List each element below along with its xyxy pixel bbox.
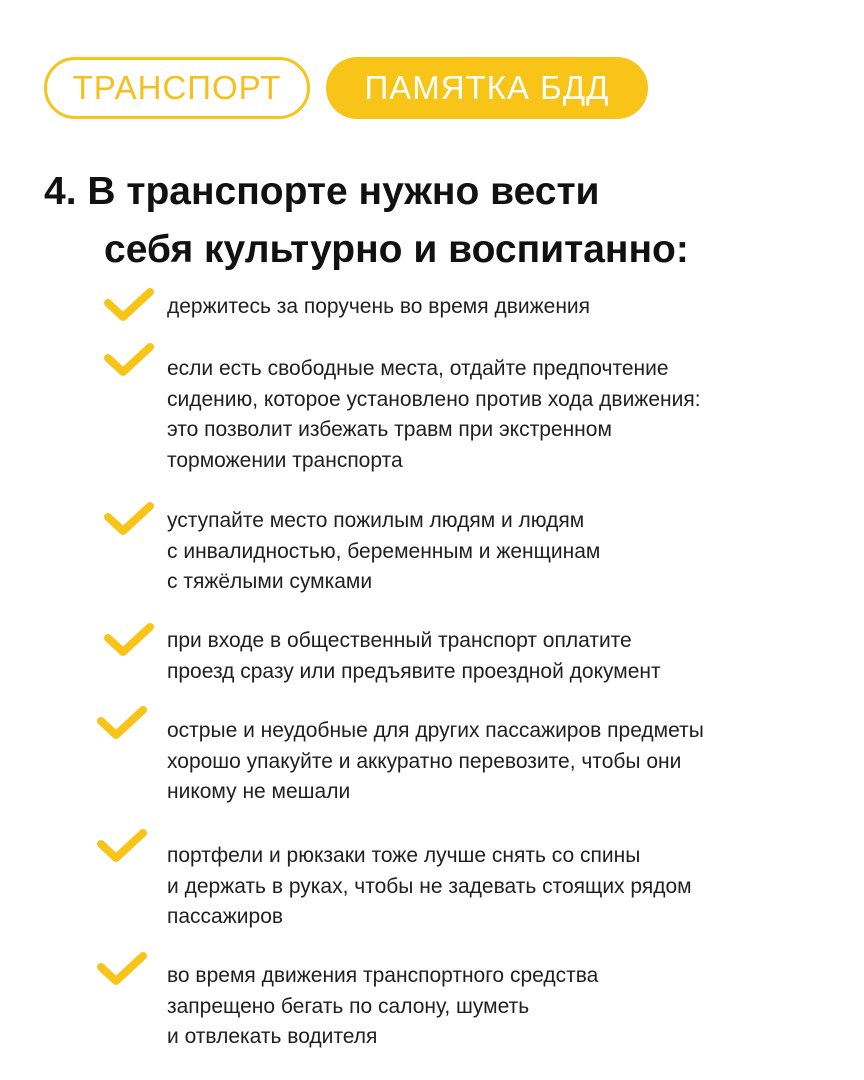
item-line: сидению, которое установлено против хода движения: [167, 387, 701, 411]
item-line: во время движения транспортного средства [167, 964, 599, 987]
page-title-line-2: себя культурно и воспитанно: [104, 228, 689, 271]
item-line: портфели и рюкзаки тоже лучше снять со спины [167, 844, 641, 867]
check-icon [96, 826, 148, 866]
item-line: пассажиров [167, 905, 284, 928]
item-line: торможении транспорта [167, 448, 403, 472]
category-tag: ТРАНСПОРТ [44, 57, 310, 119]
item-line: при входе в общественный транспорт оплатите [167, 629, 632, 652]
check-icon [96, 703, 148, 743]
check-icon [96, 949, 148, 989]
item-line: если есть свободные места, отдайте предпочтение [167, 357, 669, 380]
item-line: запрещено бегать по салону, шуметь [167, 994, 530, 1018]
check-icon [103, 340, 155, 380]
item-line: проезд сразу или предъявите проездной документ [167, 659, 661, 683]
check-icon [103, 620, 155, 660]
tag-row [44, 57, 648, 119]
item-line: уступайте место пожилым людям и людям [167, 509, 585, 532]
item-line: и держать в руках, чтобы не задевать стоящих рядом [167, 874, 692, 898]
check-icon [103, 499, 155, 539]
item-line: никому не мешали [167, 780, 351, 803]
item-line: с инвалидностью, беременным и женщинам [167, 539, 601, 563]
item-line: хорошо упакуйте и аккуратно перевозите, чтобы они [167, 749, 682, 773]
item-line: держитесь за поручень во время движения [167, 295, 591, 318]
page-title-line-1: 4. В транспорте нужно вести [44, 170, 600, 213]
page-title [44, 163, 689, 279]
item-line: это позволит избежать травм при экстренном [167, 418, 612, 441]
item-line: острые и неудобные для других пассажиров предметы [167, 719, 704, 742]
section-tag: ПАМЯТКА БДД [326, 57, 648, 119]
check-icon [103, 285, 155, 325]
item-line: и отвлекать водителя [167, 1025, 378, 1048]
item-line: с тяжёлыми сумками [167, 570, 373, 593]
